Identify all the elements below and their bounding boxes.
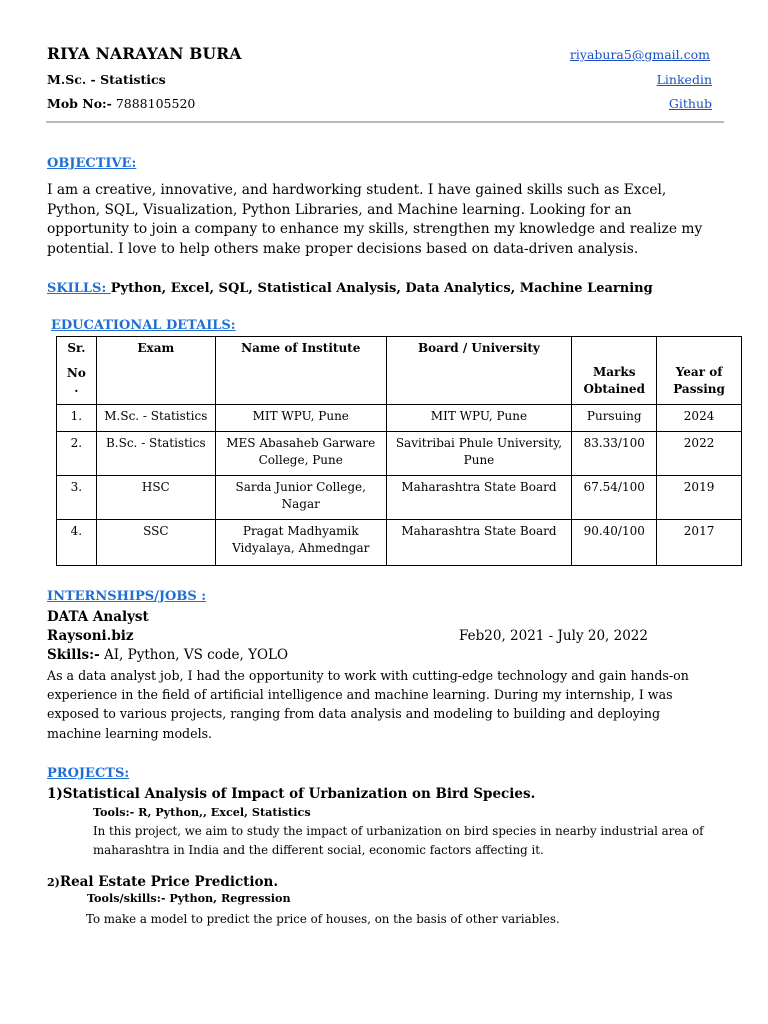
cell-exam: SSC [96, 520, 215, 566]
col-sr-line2: No [66, 366, 86, 380]
objective-line: opportunity to join a company to enhance my skills, strengthen my knowledge and realize my [47, 221, 703, 237]
email-link[interactable]: riyabura5@gmail.com [569, 47, 710, 62]
job-description [47, 666, 747, 743]
objective-text [47, 181, 747, 259]
cell-year: 2022 [657, 432, 742, 476]
education-table [56, 336, 742, 566]
col-exam: Exam [96, 337, 215, 405]
cell-institute: MES Abasaheb Garware College, Pune [215, 432, 386, 476]
col-year-line2: Passing [673, 382, 725, 396]
col-marks [572, 337, 657, 405]
project-1-description [93, 822, 753, 859]
objective-line: I am a creative, innovative, and hardworking student. I have gained skills such as Excel, [47, 182, 667, 198]
skills-text: Python, Excel, SQL, Statistical Analysis, Data Analytics, Machine Learning [110, 281, 653, 296]
col-sr [57, 337, 97, 405]
projects-heading: PROJECTS: [47, 766, 130, 781]
skills-heading: SKILLS: [47, 281, 111, 296]
project-2-title: Real Estate Price Prediction. [59, 874, 279, 890]
education-heading: EDUCATIONAL DETAILS: [51, 318, 236, 333]
col-institute: Name of Institute [215, 337, 386, 405]
table-row [57, 405, 742, 432]
project-2-number: 2) [47, 876, 60, 889]
table-row [57, 520, 742, 566]
col-year-line1: Year of [675, 365, 723, 379]
cell-exam: B.Sc. - Statistics [96, 432, 215, 476]
skills-line [47, 281, 653, 296]
degree: M.Sc. - Statistics [47, 72, 166, 87]
project-1-description-line: In this project, we aim to study the impact of urbanization on bird species in nearby industrial area of [93, 824, 704, 838]
job-dates: Feb20, 2021 - July 20, 2022 [459, 628, 648, 644]
project-1-title: Statistical Analysis of Impact of Urbanization on Bird Species. [62, 786, 536, 802]
mobile-number: 7888105520 [111, 96, 196, 111]
table-row [57, 476, 742, 520]
mobile-line [47, 96, 195, 111]
project-2-description [86, 912, 560, 926]
cell-board: Maharashtra State Board [386, 520, 572, 566]
cell-exam: HSC [96, 476, 215, 520]
cell-marks: Pursuing [572, 405, 657, 432]
cell-sr: 2. [57, 432, 97, 476]
project-1-description-line: maharashtra in India and the different social, economic factors affecting it. [93, 842, 544, 857]
cell-sr: 1. [57, 405, 97, 432]
cell-sr: 4. [57, 520, 97, 566]
project-1-number: 1) [47, 786, 63, 802]
job-description-line: As a data analyst job, I had the opportunity to work with cutting-edge technology and gain hands-on [47, 668, 689, 683]
job-description-line: machine learning models. [47, 725, 213, 741]
job-skills-line [47, 647, 288, 663]
project-1-tools: Tools:- R, Python,, Excel, Statistics [93, 805, 311, 819]
table-header-row [57, 337, 742, 405]
linkedin-link[interactable]: Linkedin [656, 72, 712, 87]
cell-year: 2019 [657, 476, 742, 520]
col-year [657, 337, 742, 405]
company-name: Raysoni.biz [47, 628, 134, 644]
cell-board: Maharashtra State Board [386, 476, 572, 520]
cell-board: Savitribai Phule University, Pune [386, 432, 572, 476]
project-2-tools: Tools/skills:- Python, Regression [87, 891, 291, 905]
col-board: Board / University [386, 337, 572, 405]
objective-line: Python, SQL, Visualization, Python Libraries, and Machine learning. Looking for an [47, 201, 632, 218]
candidate-name: RIYA NARAYAN BURA [47, 44, 242, 63]
cell-institute: MIT WPU, Pune [215, 405, 386, 432]
cell-sr: 3. [57, 476, 97, 520]
objective-heading: OBJECTIVE: [47, 156, 137, 171]
col-marks-line2: Obtained [583, 382, 645, 396]
col-marks-line1: Marks [593, 365, 636, 379]
cell-year: 2017 [657, 520, 742, 566]
cell-marks: 83.33/100 [572, 432, 657, 476]
cell-institute: Pragat Madhyamik Vidyalaya, Ahmedngar [215, 520, 386, 566]
job-skills-value: AI, Python, VS code, YOLO [99, 647, 289, 663]
cell-exam: M.Sc. - Statistics [96, 405, 215, 432]
cell-marks: 90.40/100 [572, 520, 657, 566]
internships-heading: INTERNSHIPS/JOBS : [47, 589, 207, 604]
objective-line: potential. I love to help others make proper decisions based on data-driven analysis. [47, 240, 639, 257]
job-role: DATA Analyst [47, 609, 149, 625]
mobile-label: Mob No:- [47, 96, 112, 111]
project-1-title-line [47, 786, 535, 802]
project-2-title-line [47, 874, 278, 890]
cell-year: 2024 [657, 405, 742, 432]
col-sr-line1: Sr. [67, 341, 86, 355]
job-description-line: experience in the field of artificial intelligence and machine learning. During my internship, I was [47, 687, 673, 703]
project-2-description-line: To make a model to predict the price of houses, on the basis of other variables. [86, 912, 560, 926]
job-description-line: exposed to various projects, ranging from data analysis and modeling to building and deploying [47, 706, 661, 722]
cell-board: MIT WPU, Pune [386, 405, 572, 432]
header-divider [46, 121, 724, 123]
job-skills-label: Skills:- [47, 647, 100, 663]
col-sr-line3: . [74, 381, 79, 395]
table-row [57, 432, 742, 476]
cell-institute: Sarda Junior College, Nagar [215, 476, 386, 520]
cell-marks: 67.54/100 [572, 476, 657, 520]
github-link[interactable]: Github [668, 96, 712, 111]
